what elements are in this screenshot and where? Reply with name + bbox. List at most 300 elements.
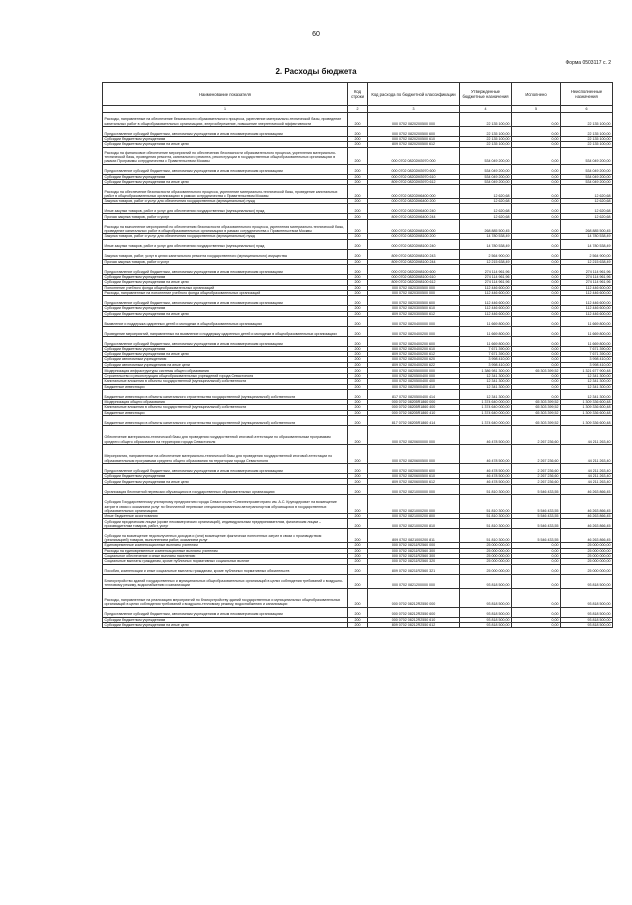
row-executed: 0,00 xyxy=(512,275,561,280)
row-approved: 22 135 100,00 xyxy=(460,142,512,147)
row-name: Предоставление субсидий бюджетным, автономным учреждениям и иным некоммерческим организациям xyxy=(103,296,348,306)
row-unexecuted: 44 211 263,40 xyxy=(561,444,613,463)
row-unexecuted: 112 446 600,00 xyxy=(561,290,613,295)
row-executed: 0,00 xyxy=(512,185,561,199)
row-executed: 0,00 xyxy=(512,352,561,357)
row-approved: 93 818 500,00 xyxy=(460,607,512,617)
header-number: 5 xyxy=(512,106,561,113)
row-unexecuted: 93 818 500,00 xyxy=(561,588,613,607)
row-line-code: 200 xyxy=(348,564,368,574)
row-name: Субсидии бюджетным учреждениям xyxy=(103,137,348,142)
row-executed: 65 303 399,52 xyxy=(512,410,561,415)
row-unexecuted: 11 669 800,00 xyxy=(561,326,613,336)
table-row xyxy=(103,564,613,574)
row-name: Бюджетные инвестиции в объекты капитального строительства государственной (муниципальной) собственности xyxy=(103,389,348,399)
row-name: Единовременные компенсационные выплаты учителям xyxy=(103,543,348,548)
row-line-code: 200 xyxy=(348,285,368,290)
header-number-row xyxy=(103,106,613,113)
row-line-code: 200 xyxy=(348,485,368,495)
row-classification-code: 809 0702 08202М3970 612 xyxy=(368,179,460,184)
row-classification-code: 000 0702 0820500000 000 xyxy=(368,368,460,374)
row-approved: 11 669 800,00 xyxy=(460,336,512,346)
row-unexecuted: 12 341 300,00 xyxy=(561,389,613,399)
row-executed: 65 303 399,52 xyxy=(512,405,561,410)
row-classification-code: 000 0702 08205R1860 410 xyxy=(368,410,460,415)
row-approved: 25 000 000,00 xyxy=(460,548,512,553)
row-executed: 0,00 xyxy=(512,239,561,249)
row-approved: 14 780 538,49 xyxy=(460,239,512,249)
row-name: Капитальные вложения в объекты государственной (муниципальной) собственности xyxy=(103,379,348,384)
row-executed: 5 546 433,55 xyxy=(512,485,561,495)
row-executed: 0,00 xyxy=(512,306,561,311)
row-executed: 0,00 xyxy=(512,265,561,275)
row-unexecuted: 12 341 300,00 xyxy=(561,384,613,389)
row-line-code: 200 xyxy=(348,622,368,627)
row-classification-code: 000 0702 08202М6400 240 xyxy=(368,204,460,214)
row-unexecuted: 11 669 800,00 xyxy=(561,336,613,346)
row-executed: 0,00 xyxy=(512,311,561,316)
row-name: Капитальные вложения в объекты государственной (муниципальной) собственности xyxy=(103,405,348,410)
row-unexecuted: 534 049 200,00 xyxy=(561,179,613,184)
row-line-code: 200 xyxy=(348,142,368,147)
row-name: Выявление и поддержка одаренных детей и молодежи в общеобразовательных организациях xyxy=(103,316,348,326)
table-row xyxy=(103,405,613,410)
row-unexecuted: 93 818 500,00 xyxy=(561,622,613,627)
row-classification-code: 809 0702 08202М8100 244 xyxy=(368,259,460,264)
row-unexecuted: 25 000 000,00 xyxy=(561,554,613,559)
row-classification-code: 000 0702 0821200000 000 xyxy=(368,574,460,588)
row-name: Проведение мероприятий, направленных на выявление и поддержку одаренных детей и молодежи в общеобразовательных организациях xyxy=(103,326,348,336)
row-line-code: 200 xyxy=(348,405,368,410)
row-unexecuted: 534 049 200,00 xyxy=(561,164,613,174)
row-line-code: 200 xyxy=(348,379,368,384)
row-unexecuted: 1 309 336 600,48 xyxy=(561,399,613,404)
table-body xyxy=(103,113,613,628)
row-classification-code: 809 0702 0820400200 612 xyxy=(368,352,460,357)
row-name: Мероприятия, направленные на обеспечение материально-технической базы для проведения государственной итоговой аттестации по образовательным программам среднего общего образования на территории города Севастополя xyxy=(103,444,348,463)
row-line-code: 200 xyxy=(348,204,368,214)
row-name: Модернизация инфраструктуры системы общего образования xyxy=(103,368,348,374)
row-approved: 11 669 800,00 xyxy=(460,316,512,326)
row-unexecuted: 46 263 866,45 xyxy=(561,485,613,495)
row-name: Субсидии автономным учреждениям на иные цели xyxy=(103,362,348,367)
row-name: Пополнение учебного фонда общеобразовательных организаций xyxy=(103,285,348,290)
row-executed: 0,00 xyxy=(512,564,561,574)
row-unexecuted: 44 211 263,40 xyxy=(561,463,613,473)
row-unexecuted: 274 114 961,96 xyxy=(561,275,613,280)
row-approved: 46 478 500,00 xyxy=(460,479,512,485)
row-executed: 0,00 xyxy=(512,204,561,214)
row-executed: 5 546 433,55 xyxy=(512,514,561,519)
row-classification-code: 000 0702 0820500400 000 xyxy=(368,374,460,379)
row-classification-code: 000 0702 08202М6400 000 xyxy=(368,185,460,199)
row-name: Субсидия Государственному унитарному предприятию города Севастополя «Севэлектроавтотранс им. А.С. Круподерова» на возмещение затрат в связи с оказанием услуг по бесплатной перевозке специализированным автотранспортом обучающихся в государственных образовательных организациях xyxy=(103,495,348,514)
row-approved: 51 810 300,00 xyxy=(460,495,512,514)
row-name: Закупка товаров, работ, услуг в целях капитального ремонта государственного (муниципального) имущества xyxy=(103,249,348,259)
row-unexecuted: 25 000 000,00 xyxy=(561,564,613,574)
row-classification-code: 000 0702 0820200500 000 xyxy=(368,113,460,127)
row-executed: 0,00 xyxy=(512,559,561,564)
row-line-code: 200 xyxy=(348,444,368,463)
row-unexecuted: 22 135 100,00 xyxy=(561,142,613,147)
row-approved: 534 049 200,00 xyxy=(460,147,512,164)
row-executed: 0,00 xyxy=(512,296,561,306)
row-name: Субсидии автономным учреждениям xyxy=(103,357,348,362)
row-approved: 12 341 300,00 xyxy=(460,379,512,384)
row-executed: 2 267 236,60 xyxy=(512,463,561,473)
row-line-code: 200 xyxy=(348,346,368,351)
expenses-table xyxy=(102,82,613,628)
table-row xyxy=(103,368,613,374)
row-executed: 0,00 xyxy=(512,357,561,362)
table-row xyxy=(103,574,613,588)
table-row xyxy=(103,316,613,326)
row-unexecuted: 12 620,68 xyxy=(561,214,613,220)
row-line-code: 200 xyxy=(348,548,368,553)
table-row xyxy=(103,529,613,543)
row-unexecuted: 93 818 500,00 xyxy=(561,607,613,617)
row-unexecuted: 22 135 100,00 xyxy=(561,113,613,127)
row-unexecuted: 14 780 538,49 xyxy=(561,239,613,249)
row-executed: 0,00 xyxy=(512,622,561,627)
table-row xyxy=(103,326,613,336)
row-classification-code: 000 0702 08205R1860 000 xyxy=(368,399,460,404)
row-line-code: 200 xyxy=(348,389,368,399)
row-approved: 22 135 100,00 xyxy=(460,113,512,127)
row-name: Предоставление субсидий бюджетным, автономным учреждениям и иным некоммерческим организациям xyxy=(103,607,348,617)
table-row xyxy=(103,249,613,259)
row-name: Модернизация общего образования xyxy=(103,399,348,404)
table-row xyxy=(103,463,613,473)
header-row xyxy=(103,83,613,106)
header-executed: Исполнено xyxy=(512,83,561,106)
row-classification-code: 000 0702 0820400200 000 xyxy=(368,326,460,336)
row-approved: 3 998 410,00 xyxy=(460,357,512,362)
row-approved: 268 885 500,45 xyxy=(460,220,512,234)
row-unexecuted: 2 564 900,00 xyxy=(561,249,613,259)
row-executed: 2 267 236,60 xyxy=(512,425,561,444)
row-approved: 93 818 500,00 xyxy=(460,622,512,627)
row-approved: 1 374 640 000,00 xyxy=(460,415,512,425)
row-name: Социальное обеспечение и иные выплаты населению xyxy=(103,554,348,559)
row-executed: 5 546 433,55 xyxy=(512,519,561,529)
row-approved: 7 671 390,00 xyxy=(460,346,512,351)
row-classification-code: 000 0702 08212R2550 600 xyxy=(368,607,460,617)
row-executed: 0,00 xyxy=(512,164,561,174)
row-classification-code: 000 0702 0820400000 000 xyxy=(368,316,460,326)
row-unexecuted: 274 114 961,96 xyxy=(561,280,613,285)
row-unexecuted: 534 049 200,00 xyxy=(561,174,613,179)
table-row xyxy=(103,415,613,425)
row-executed: 0,00 xyxy=(512,214,561,220)
row-line-code: 200 xyxy=(348,234,368,239)
row-classification-code: 000 0702 0820600000 000 xyxy=(368,425,460,444)
row-line-code: 200 xyxy=(348,239,368,249)
row-classification-code: 000 0702 0821000200 810 xyxy=(368,519,460,529)
row-line-code: 200 xyxy=(348,290,368,295)
row-executed: 0,00 xyxy=(512,113,561,127)
row-name: Субсидии юридическим лицам (кроме некоммерческих организаций), индивидуальным предпринимателям, физическим лицам – производителям товаров, работ, услуг xyxy=(103,519,348,529)
row-executed: 0,00 xyxy=(512,389,561,399)
table-row xyxy=(103,389,613,399)
row-classification-code: 000 0702 08202М6400 200 xyxy=(368,199,460,204)
row-approved: 534 049 200,00 xyxy=(460,179,512,184)
table-row xyxy=(103,425,613,444)
table-row xyxy=(103,519,613,529)
row-unexecuted: 1 309 336 600,48 xyxy=(561,415,613,425)
row-unexecuted: 112 446 600,00 xyxy=(561,296,613,306)
row-approved: 12 341 300,00 xyxy=(460,389,512,399)
row-executed: 0,00 xyxy=(512,259,561,264)
header-unexecuted: Неисполненные назначения xyxy=(561,83,613,106)
row-executed: 0,00 xyxy=(512,137,561,142)
row-classification-code: 000 0702 0821000200 800 xyxy=(368,514,460,519)
row-executed: 0,00 xyxy=(512,379,561,384)
row-line-code: 200 xyxy=(348,425,368,444)
row-classification-code: 000 0702 0820600500 610 xyxy=(368,473,460,478)
table-row xyxy=(103,444,613,463)
row-executed: 65 303 399,52 xyxy=(512,368,561,374)
row-name: Субсидии бюджетным учреждениям на иные цели xyxy=(103,142,348,147)
header-classification-code: Код расхода по бюджетной классификации xyxy=(368,83,460,106)
row-name: Бюджетные инвестиции xyxy=(103,410,348,415)
row-approved: 3 998 410,00 xyxy=(460,362,512,367)
row-line-code: 200 xyxy=(348,174,368,179)
row-approved: 93 818 500,00 xyxy=(460,588,512,607)
row-classification-code: 000 0702 08202М8100 610 xyxy=(368,275,460,280)
row-line-code: 200 xyxy=(348,554,368,559)
row-classification-code: 809 0702 08202М8100 612 xyxy=(368,280,460,285)
row-approved: 46 478 500,00 xyxy=(460,425,512,444)
row-line-code: 200 xyxy=(348,265,368,275)
row-approved: 22 135 100,00 xyxy=(460,137,512,142)
row-unexecuted: 1 309 336 600,48 xyxy=(561,410,613,415)
row-approved: 534 049 200,00 xyxy=(460,164,512,174)
row-classification-code: 809 0702 0821000200 811 xyxy=(368,529,460,543)
row-approved: 51 810 300,00 xyxy=(460,514,512,519)
row-classification-code: 000 0702 0820400200 620 xyxy=(368,357,460,362)
row-classification-code: 000 0702 0820300500 610 xyxy=(368,306,460,311)
row-line-code: 200 xyxy=(348,514,368,519)
row-approved: 274 114 961,96 xyxy=(460,265,512,275)
row-unexecuted: 44 211 263,40 xyxy=(561,473,613,478)
row-executed: 0,00 xyxy=(512,607,561,617)
row-approved: 112 446 600,00 xyxy=(460,285,512,290)
row-executed: 0,00 xyxy=(512,147,561,164)
table-row xyxy=(103,239,613,249)
table-row xyxy=(103,147,613,164)
row-classification-code: 000 0702 08211R2560 300 xyxy=(368,554,460,559)
row-line-code: 200 xyxy=(348,519,368,529)
row-classification-code: 000 0702 08211R2560 320 xyxy=(368,559,460,564)
header-approved: Утвержденные бюджетные назначения xyxy=(460,83,512,106)
table-row xyxy=(103,495,613,514)
row-line-code: 200 xyxy=(348,352,368,357)
row-name: Субсидии бюджетным учреждениям на иные цели xyxy=(103,311,348,316)
row-classification-code: 809 0702 08212R2550 612 xyxy=(368,622,460,627)
row-name: Предоставление субсидий бюджетным, автономным учреждениям и иным некоммерческим организациям xyxy=(103,265,348,275)
row-classification-code: 000 0702 08202М8100 000 xyxy=(368,220,460,234)
row-unexecuted: 25 000 000,00 xyxy=(561,548,613,553)
row-line-code: 200 xyxy=(348,296,368,306)
row-executed: 0,00 xyxy=(512,384,561,389)
row-executed: 0,00 xyxy=(512,588,561,607)
row-approved: 7 671 390,00 xyxy=(460,352,512,357)
row-executed: 2 267 236,60 xyxy=(512,479,561,485)
table-row xyxy=(103,185,613,199)
row-line-code: 200 xyxy=(348,543,368,548)
row-unexecuted: 268 885 500,45 xyxy=(561,220,613,234)
row-classification-code: 000 0702 08211R2560 000 xyxy=(368,543,460,548)
row-classification-code: 809 0702 08211R2560 321 xyxy=(368,564,460,574)
table-row xyxy=(103,164,613,174)
row-unexecuted: 12 620,68 xyxy=(561,185,613,199)
row-line-code: 200 xyxy=(348,399,368,404)
row-classification-code: 000 0702 0820500400 410 xyxy=(368,384,460,389)
row-unexecuted: 12 620,68 xyxy=(561,204,613,214)
row-unexecuted: 274 114 961,96 xyxy=(561,265,613,275)
row-name: Иные закупки товаров, работ и услуг для обеспечения государственных (муниципальных) нужд xyxy=(103,239,348,249)
row-executed: 0,00 xyxy=(512,543,561,548)
row-name: Иные бюджетные ассигнования xyxy=(103,514,348,519)
row-approved: 12 215 638,49 xyxy=(460,259,512,264)
row-classification-code: 000 0702 0820400200 610 xyxy=(368,346,460,351)
table-row xyxy=(103,204,613,214)
row-name: Субсидии бюджетным учреждениям xyxy=(103,306,348,311)
row-executed: 0,00 xyxy=(512,249,561,259)
row-name: Расходы на единовременные компенсационные выплаты учителям xyxy=(103,548,348,553)
row-line-code: 200 xyxy=(348,147,368,164)
row-unexecuted: 3 998 410,00 xyxy=(561,362,613,367)
row-classification-code: 000 0702 0820300500 600 xyxy=(368,296,460,306)
row-unexecuted: 7 671 390,00 xyxy=(561,352,613,357)
table-row xyxy=(103,220,613,234)
row-approved: 12 341 300,00 xyxy=(460,384,512,389)
table-row xyxy=(103,127,613,137)
row-approved: 2 564 900,00 xyxy=(460,249,512,259)
row-line-code: 200 xyxy=(348,384,368,389)
row-name: Обеспечение материально-технической базы для проведения государственной итоговой аттестации по образовательным программам среднего общего образования на территории города Севастополя xyxy=(103,425,348,444)
row-executed: 0,00 xyxy=(512,548,561,553)
row-line-code: 200 xyxy=(348,336,368,346)
row-approved: 12 341 300,00 xyxy=(460,374,512,379)
row-unexecuted: 25 000 000,00 xyxy=(561,543,613,548)
row-approved: 12 620,68 xyxy=(460,185,512,199)
row-unexecuted: 46 263 866,45 xyxy=(561,514,613,519)
header-number: 4 xyxy=(460,106,512,113)
row-line-code: 200 xyxy=(348,368,368,374)
row-line-code: 200 xyxy=(348,199,368,204)
row-approved: 1 374 640 000,00 xyxy=(460,405,512,410)
table-row xyxy=(103,265,613,275)
row-name: Прочая закупка товаров, работ и услуг xyxy=(103,259,348,264)
header-number: 3 xyxy=(368,106,460,113)
row-approved: 25 000 000,00 xyxy=(460,564,512,574)
row-executed: 0,00 xyxy=(512,326,561,336)
row-unexecuted: 112 446 600,00 xyxy=(561,306,613,311)
row-name: Социальные выплаты гражданам, кроме публичных нормативных социальных выплат xyxy=(103,559,348,564)
header-number: 6 xyxy=(561,106,613,113)
row-line-code: 200 xyxy=(348,607,368,617)
row-approved: 46 478 500,00 xyxy=(460,444,512,463)
row-approved: 534 049 200,00 xyxy=(460,174,512,179)
row-line-code: 200 xyxy=(348,220,368,234)
row-line-code: 200 xyxy=(348,311,368,316)
form-label: Форма 0503117 с. 2 xyxy=(565,60,611,66)
row-unexecuted: 22 135 100,00 xyxy=(561,137,613,142)
row-name: Субсидии бюджетным учреждениям на иные цели xyxy=(103,280,348,285)
row-line-code: 200 xyxy=(348,410,368,415)
row-name: Субсидии бюджетным учреждениям xyxy=(103,346,348,351)
row-unexecuted: 44 211 263,40 xyxy=(561,479,613,485)
row-line-code: 200 xyxy=(348,463,368,473)
section-title: 2. Расходы бюджета xyxy=(275,67,357,76)
row-classification-code: 000 0702 0820500400 400 xyxy=(368,379,460,384)
row-name: Организация бесплатной перевозки обучающихся в государственных образовательных организациях xyxy=(103,485,348,495)
row-approved: 1 374 640 000,00 xyxy=(460,399,512,404)
table-row xyxy=(103,588,613,607)
row-classification-code: 000 0702 0821000000 000 xyxy=(368,485,460,495)
row-classification-code: 000 0702 08202М3970 600 xyxy=(368,164,460,174)
row-classification-code: 000 0702 08211R2560 300 xyxy=(368,548,460,553)
row-name: Расходы, направленные на реализацию мероприятий по благоустройству зданий государственных и муниципальных общеобразовательных организаций в целях соблюдения требований к воздушно-тепловому режиму, водоснабжению и канализации xyxy=(103,588,348,607)
table-row xyxy=(103,296,613,306)
row-unexecuted: 12 215 638,49 xyxy=(561,259,613,264)
row-unexecuted: 3 998 410,00 xyxy=(561,357,613,362)
row-classification-code: 000 0702 0820400200 600 xyxy=(368,336,460,346)
row-classification-code: 000 0702 08202М8100 600 xyxy=(368,265,460,275)
row-executed: 5 546 433,55 xyxy=(512,495,561,514)
row-name: Пособия, компенсации и иные социальные выплаты гражданам, кроме публичных нормативных обязательств xyxy=(103,564,348,574)
table-row xyxy=(103,622,613,627)
row-unexecuted: 7 671 390,00 xyxy=(561,346,613,351)
row-unexecuted: 112 446 600,00 xyxy=(561,311,613,316)
row-classification-code: 000 0702 08212R2550 000 xyxy=(368,588,460,607)
row-line-code: 200 xyxy=(348,127,368,137)
row-executed: 0,00 xyxy=(512,574,561,588)
row-name: Предоставление субсидий бюджетным, автономным учреждениям и иным некоммерческим организациям xyxy=(103,336,348,346)
row-name: Субсидии бюджетным учреждениям xyxy=(103,174,348,179)
row-executed: 0,00 xyxy=(512,179,561,184)
row-executed: 0,00 xyxy=(512,617,561,622)
row-executed: 0,00 xyxy=(512,374,561,379)
row-executed: 0,00 xyxy=(512,316,561,326)
row-approved: 112 446 600,00 xyxy=(460,311,512,316)
row-classification-code: 809 0702 08202М8100 243 xyxy=(368,249,460,259)
row-executed: 0,00 xyxy=(512,174,561,179)
row-name: Иные закупки товаров, работ и услуг для обеспечения государственных (муниципальных) нужд xyxy=(103,204,348,214)
table-row xyxy=(103,485,613,495)
row-line-code: 200 xyxy=(348,529,368,543)
row-unexecuted: 1 309 336 600,48 xyxy=(561,405,613,410)
row-line-code: 200 xyxy=(348,357,368,362)
row-approved: 25 000 000,00 xyxy=(460,554,512,559)
table-row xyxy=(103,336,613,346)
row-name: Расходы на выполнение мероприятий по обеспечению безопасности образовательного процесса, укрепления материально-технической базы, проведение капитальных работ в общеобразовательных организациях в рамках сотрудничества с Правительством Москвы xyxy=(103,220,348,234)
row-approved: 46 478 500,00 xyxy=(460,463,512,473)
row-line-code: 200 xyxy=(348,179,368,184)
row-classification-code: 809 0702 0820600500 612 xyxy=(368,479,460,485)
row-approved: 22 135 100,00 xyxy=(460,127,512,137)
row-classification-code: 809 0702 08202М6400 244 xyxy=(368,214,460,220)
row-line-code: 200 xyxy=(348,362,368,367)
row-classification-code: 000 0702 08202М3970 000 xyxy=(368,147,460,164)
row-unexecuted: 14 780 538,49 xyxy=(561,234,613,239)
row-approved: 274 114 961,96 xyxy=(460,275,512,280)
row-name: Прочая закупка товаров, работ и услуг xyxy=(103,214,348,220)
row-executed: 0,00 xyxy=(512,290,561,295)
row-unexecuted: 12 341 300,00 xyxy=(561,379,613,384)
